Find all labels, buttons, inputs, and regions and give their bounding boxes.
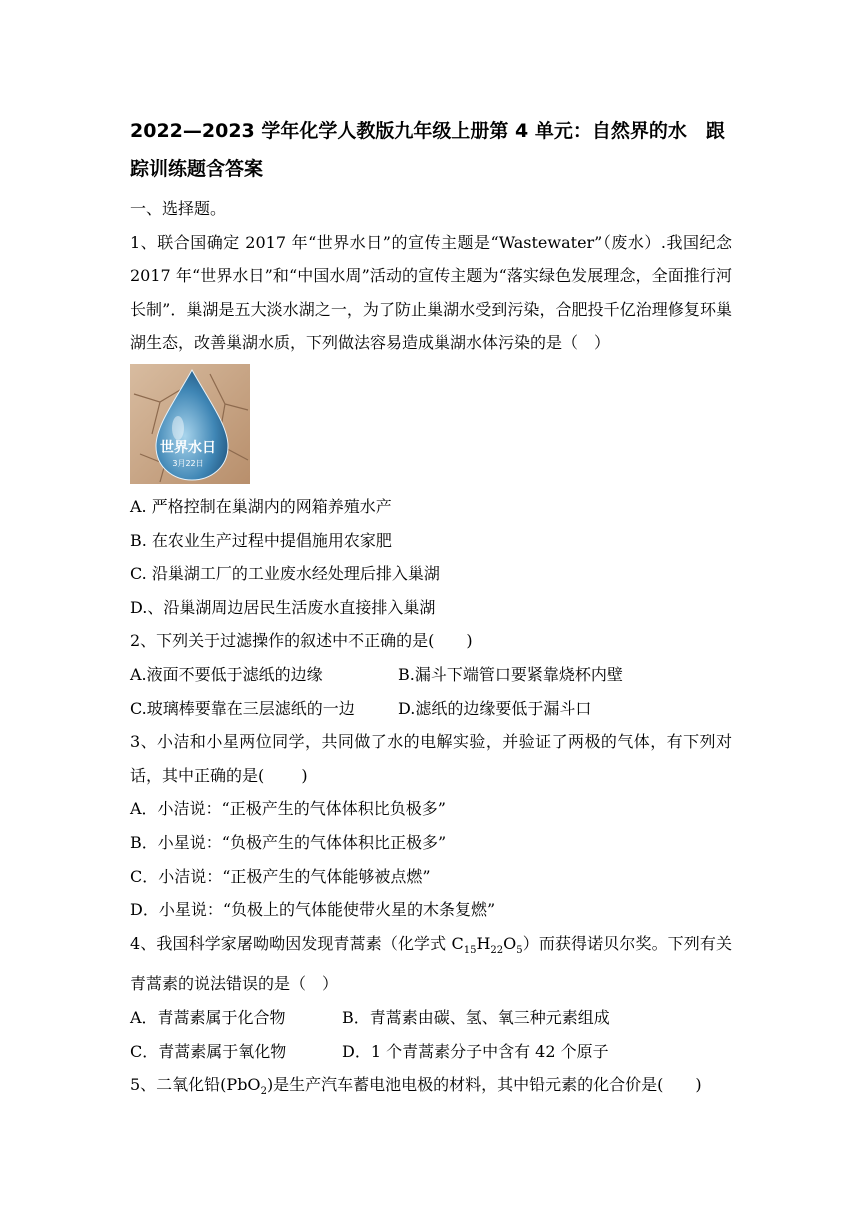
formula-o: O: [503, 933, 517, 953]
image-caption-date: 3月22日: [172, 458, 204, 468]
question-5-text: [130, 1068, 732, 1109]
formula-h: H: [476, 933, 491, 953]
question-2-option-d: D.滤纸的边缘要低于漏斗口: [398, 698, 592, 718]
question-1-option-d: D.、沿巢湖周边居民生活废水直接排入巢湖: [130, 597, 436, 617]
question-2-option-a: A.液面不要低于滤纸的边缘: [130, 664, 323, 684]
question-1-text: 1、联合国确定 2017 年“世界水日”的宣传主题是“Wastewater”（废水）.我国纪念 2017 年“世界水日”和“中国水周”活动的宣传主题为“落实绿色发展理念，全面推行河长制”．巢湖是五大淡水湖之一，为了防止巢湖水受到污染，合肥投千亿治理修复环巢湖生态，改善巢湖水质，下列做法容易造成巢湖水体污染的是（ ）: [130, 232, 732, 353]
document-title: [130, 112, 732, 188]
question-4-text: [130, 927, 732, 1001]
question-4-options-row-2: [130, 1035, 732, 1069]
question-4-option-d: D．1 个青蒿素分子中含有 42 个原子: [342, 1041, 609, 1061]
image-caption-main: 世界水日: [160, 439, 216, 456]
question-4-options-row-1: [130, 1001, 732, 1035]
question-4-option-c: C．青蒿素属于氧化物: [130, 1041, 287, 1061]
question-2-text: 2、下列关于过滤操作的叙述中不正确的是( ): [130, 631, 473, 651]
question-2-options-row-2: [130, 692, 732, 726]
document-content: [130, 112, 732, 1109]
question-2-option-b: B.漏斗下端管口要紧靠烧杯内壁: [398, 664, 623, 684]
question-3-option-b: B．小星说：“负极产生的气体体积比正极多”: [130, 832, 447, 852]
question-4-option-a: A．青蒿素属于化合物: [130, 1008, 286, 1028]
question-3-option-c: C．小洁说：“正极产生的气体能够被点燃”: [130, 866, 431, 886]
formula-subscript-c: 15: [463, 944, 477, 956]
title-line-2: 踪训练题含答案: [130, 158, 264, 180]
question-3-option-a: A．小洁说：“正极产生的气体体积比负极多”: [130, 799, 446, 819]
question-1-option-a: A. 严格控制在巢湖内的网箱养殖水产: [130, 496, 392, 516]
question-4-option-b: B．青蒿素由碳、氢、氧三种元素组成: [342, 1008, 610, 1028]
question-4-text-after: ）而获得诺贝尔奖。下列有关青蒿素的说法错误的是（ ）: [130, 933, 732, 994]
formula-subscript-2: 2: [260, 1086, 267, 1098]
question-1-option-c: C. 沿巢湖工厂的工业废水经处理后排入巢湖: [130, 564, 440, 584]
question-2-option-c: C.玻璃棒要靠在三层滤纸的一边: [130, 698, 355, 718]
question-3-text: 3、小洁和小星两位同学，共同做了水的电解实验，并验证了两极的气体，有下列对话，其中正确的是( ): [130, 732, 732, 785]
question-3-option-d: D．小星说：“负极上的气体能使带火星的木条复燃”: [130, 900, 496, 920]
section-heading: 一、选择题。: [130, 199, 227, 218]
question-1-option-b: B. 在农业生产过程中提倡施用农家肥: [130, 530, 392, 550]
question-5-text-before: 5、二氧化铅(PbO: [130, 1075, 261, 1095]
title-line-1: 2022—2023 学年化学人教版九年级上册第 4 单元：自然界的水 跟: [130, 120, 725, 142]
question-5-text-after: )是生产汽车蓄电池电极的材料，其中铅元素的化合价是( ): [266, 1075, 702, 1095]
formula-subscript-o: 5: [516, 944, 523, 956]
world-water-day-image: [130, 364, 250, 484]
question-4-text-before: 4、我国科学家屠呦呦因发现青蒿素（化学式 C: [130, 933, 464, 953]
question-2-options-row-1: [130, 658, 732, 692]
formula-subscript-h: 22: [490, 944, 504, 956]
